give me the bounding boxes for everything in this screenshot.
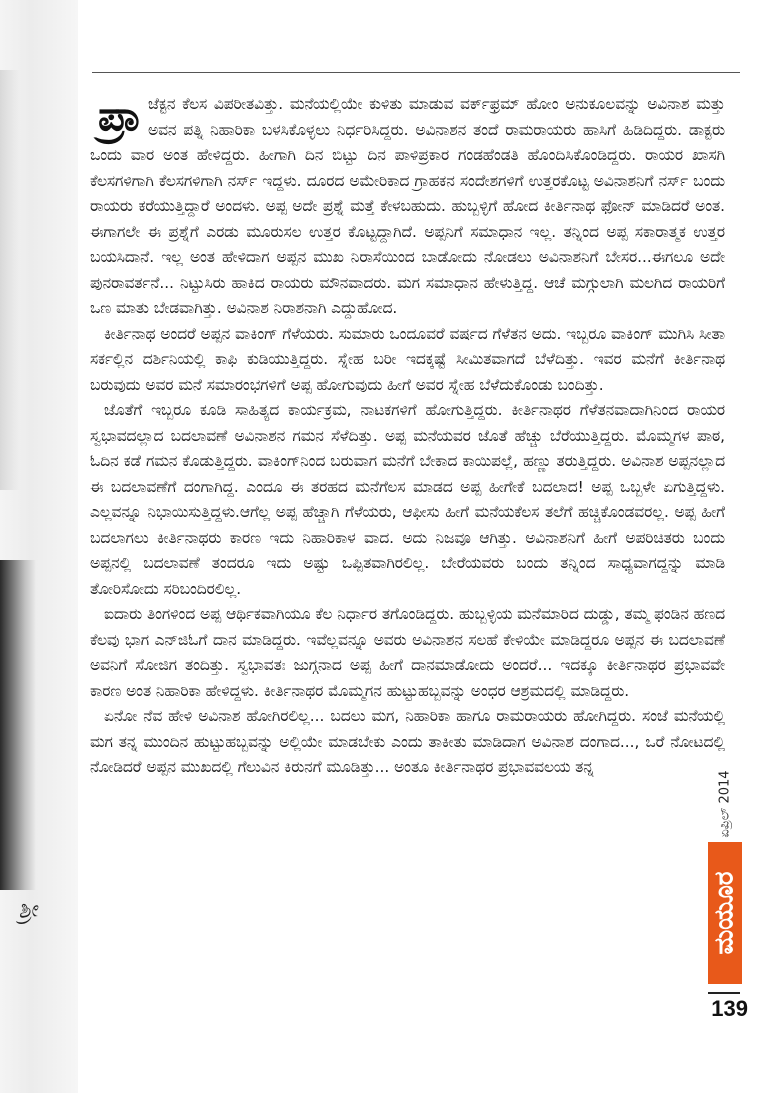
dropcap: ಪ್ರಾ [98, 91, 142, 140]
paragraph-5: ಏನೋ ನೆವ ಹೇಳಿ ಅವಿನಾಶ ಹೋಗಿರಲಿಲ್ಲ... ಬದಲು ಮಗ, ನಿಹಾರಿಕಾ ಹಾಗೂ ರಾಮರಾಯರು ಹೋಗಿದ್ದರು. ಸಂಜೆ ಮನೆಯಲ್ಲಿ ಮಗ ತನ್ನ ಮುಂದಿನ ಹುಟ್ಟುಹಬ್ಬವನ್ನು ಅಲ್ಲಿಯೇ ಮಾಡಬೇಕು ಎಂದು ತಾಕೀತು ಮಾಡಿದಾಗ ಅವಿನಾಶ ದಂಗಾದ..., ಒರೆ ನೋಟದಲ್ಲಿ ನೋಡಿದರೆ ಅಪ್ಪನ ಮುಖದಲ್ಲಿ ಗೆಲುವಿನ ಕಿರುನಗೆ ಮೂಡಿತ್ತು... ಅಂತೂ ಕೀರ್ತಿನಾಥರ ಪ್ರಭಾವವಲಯ ತನ್ನ [90, 707, 725, 776]
top-rule [92, 72, 740, 73]
article-body [90, 92, 725, 781]
issue-date-text: ಏಪ್ರಿಲ್ 2014 [717, 770, 733, 838]
footer-rule [708, 992, 740, 994]
paragraph-2: ಕೀರ್ತಿನಾಥ ಅಂದರೆ ಅಪ್ಪನ ವಾಕಿಂಗ್ ಗೆಳೆಯರು. ಸುಮಾರು ಒಂದೂವರೆ ವರ್ಷದ ಗೆಳೆತನ ಅದು. ಇಬ್ಬರೂ ವಾಕಿಂಗ್ ಮುಗಿಸಿ ಸೀತಾ ಸರ್ಕಲ್ಲಿನ ದರ್ಶಿನಿಯಲ್ಲಿ ಕಾಫಿ ಕುಡಿಯುತ್ತಿದ್ದರು. ಸ್ನೇಹ ಬರೀ ಇದಕ್ಕಷ್ಟೆ ಸೀಮಿತವಾಗದೆ ಬೆಳೆದಿತ್ತು. ಇವರ ಮನೆಗೆ ಕೀರ್ತಿನಾಥ ಬರುವುದು ಅವರ ಮನೆ ಸಮಾರಂಭಗಳಿಗೆ ಅಪ್ಪ ಹೋಗುವುದು ಹೀಗೆ ಅವರ ಸ್ನೇಹ ಬೆಳೆದುಕೊಂಡು ಬಂದಿತ್ತು. [90, 324, 725, 394]
paragraph-3: ಜೊತೆಗೆ ಇಬ್ಬರೂ ಕೂಡಿ ಸಾಹಿತ್ಯದ ಕಾರ್ಯಕ್ರಮ, ನಾಟಕಗಳಿಗೆ ಹೋಗುತ್ತಿದ್ದರು. ಕೀರ್ತಿನಾಥರ ಗೆಳೆತನವಾದಾಗಿನಿಂದ ರಾಯರ ಸ್ವಭಾವದಲ್ಲಾದ ಬದಲಾವಣೆ ಅವಿನಾಶನ ಗಮನ ಸೆಳೆದಿತ್ತು. ಅಪ್ಪ ಮನೆಯವರ ಜೊತೆ ಹೆಚ್ಚು ಬೆರೆಯುತ್ತಿದ್ದರು. ಮೊಮ್ಮಗಳ ಪಾಠ, ಓದಿನ ಕಡೆ ಗಮನ ಕೊಡುತ್ತಿದ್ದರು. ವಾಕಿಂಗ್‌ನಿಂದ ಬರುವಾಗ ಮನೆಗೆ ಬೇಕಾದ ಕಾಯಿಪಲ್ಲೆ, ಹಣ್ಣು ತರುತ್ತಿದ್ದರು. ಅವಿನಾಶ ಅಪ್ಪನಲ್ಲಾದ ಈ ಬದಲಾವಣೆಗೆ ದಂಗಾಗಿದ್ದ. ಎಂದೂ ಈ ತರಹದ ಮನೆಗೆಲಸ ಮಾಡದ ಅಪ್ಪ ಹೀಗೇಕೆ ಬದಲಾದ! ಅಪ್ಪ ಒಬ್ಬಳೇ ಏಗುತ್ತಿದ್ದಳು. ಎಲ್ಲವನ್ನೂ ನಿಭಾಯಿಸುತ್ತಿದ್ದಳು.ಆಗೆಲ್ಲ ಅಪ್ಪ ಹೆಚ್ಚಾಗಿ ಗೆಳೆಯರು, ಆಫೀಸು ಹೀಗೆ ಮನೆಯಕೆಲಸ ತಲೆಗೆ ಹಚ್ಚಿಕೊಂಡವರಲ್ಲ. ಅಪ್ಪ ಹೀಗೆ ಬದಲಾಗಲು ಕೀರ್ತಿನಾಥರು ಕಾರಣ ಇದು ನಿಹಾರಿಕಾಳ ವಾದ. ಅದು ನಿಜವೂ ಆಗಿತ್ತು. ಅವಿನಾಶನಿಗೆ ಹೀಗೆ ಅಪರಿಚಿತರು ಬಂದು ಅಪ್ಪನಲ್ಲಿ ಬದಲಾವಣೆ ತಂದರೂ ಇದು ಅಷ್ಟು ಒಪ್ಪಿತವಾಗಿರಲಿಲ್ಲ. ಬೇರೆಯವರು ಬಂದು ತನ್ನಿಂದ ಸಾಧ್ಯವಾಗದ್ದನ್ನು ಮಾಡಿ ತೋರಿಸೋದು ಸರಿಬಂದಿರಲಿಲ್ಲ. [90, 401, 725, 598]
magazine-logo [708, 842, 742, 984]
illustration-shade-light [0, 70, 20, 490]
paragraph-4: ಐದಾರು ತಿಂಗಳಿಂದ ಅಪ್ಪ ಆರ್ಥಿಕವಾಗಿಯೂ ಕೆಲ ನಿರ್ಧಾರ ತಗೊಂಡಿದ್ದರು. ಹುಬ್ಬಳ್ಳಿಯ ಮನೆಮಾರಿದ ದುಡ್ಡು, ತಮ್ಮ ಫಂಡಿನ ಹಣದ ಕೆಲವು ಭಾಗ ಎನ್‌ಜಿಓಗೆ ದಾನ ಮಾಡಿದ್ದರು. ಇವೆಲ್ಲವನ್ನೂ ಅವರು ಅವಿನಾಶನ ಸಲಹೆ ಕೇಳಿಯೇ ಮಾಡಿದ್ದರೂ ಅಪ್ಪನ ಈ ಬದಲಾವಣೆ ಅವನಿಗೆ ಸೋಜಿಗ ತಂದಿತ್ತು. ಸ್ವಭಾವತಃ ಜುಗ್ಗನಾದ ಅಪ್ಪ ಹೀಗೆ ದಾನಮಾಡೋದು ಅಂದರೆ... ಇದಕ್ಕೂ ಕೀರ್ತಿನಾಥರ ಪ್ರಭಾವವೇ ಕಾರಣ ಅಂತ ನಿಹಾರಿಕಾ ಹೇಳಿದ್ದಳು. ಕೀರ್ತಿನಾಥರ ಮೊಮ್ಮಗನ ಹುಟ್ಟುಹಬ್ಬವನ್ನು ಅಂಧರ ಆಶ್ರಮದಲ್ಲಿ ಮಾಡಿದ್ದರು. [90, 605, 725, 700]
paragraph-1 [90, 92, 725, 322]
illustration-strip [0, 0, 78, 1093]
magazine-name: ಮಯೂರ [709, 871, 740, 955]
artist-signature: ಶ್ರೀ [16, 897, 39, 924]
illustration-shade-dark [0, 560, 36, 890]
paragraph-1-text: ಜೆಕ್ಟನ ಕೆಲಸ ವಿಪರೀತವಿತ್ತು. ಮನೆಯಲ್ಲಿಯೇ ಕುಳಿತು ಮಾಡುವ ವರ್ಕ್‌ಫ್ರಮ್ ಹೋಂ ಅನುಕೂಲವನ್ನು ಅವಿನಾಶ ಮತ್ತು ಅವನ ಪತ್ನಿ ನಿಹಾರಿಕಾ ಬಳಸಿಕೊಳ್ಳಲು ನಿರ್ಧರಿಸಿದ್ದರು. ಅವಿನಾಶನ ತಂದೆ ರಾಮರಾಯರು ಹಾಸಿಗೆ ಹಿಡಿದಿದ್ದರು. ಡಾಕ್ಟರು ಒಂದು ವಾರ ಅಂತ ಹೇಳಿದ್ದರು. ಹೀಗಾಗಿ ದಿನ ಬಿಟ್ಟು ದಿನ ಪಾಳಿಪ್ರಕಾರ ಗಂಡಹೆಂಡತಿ ಹೊಂದಿಸಿಕೊಂಡಿದ್ದರು. ರಾಯರ ಖಾಸಗಿ ಕೆಲಸಗಳಿಗಾಗಿ ಕೆಲಸಗಳಿಗಾಗಿ ನರ್ಸ್ ಇದ್ದಳು. ದೂರದ ಅಮೇರಿಕಾದ ಗ್ರಾಹಕನ ಸಂದೇಶಗಳಿಗೆ ಉತ್ತರಕೊಟ್ಟ ಅವಿನಾಶನಿಗೆ ನರ್ಸ್ ಬಂದು ರಾಯರು ಕರೆಯುತ್ತಿದ್ದಾರೆ ಅಂದಳು. ಅಪ್ಪ ಅದೇ ಪ್ರಶ್ನೆ ಮತ್ತೆ ಕೇಳಬಹುದು. ಹುಬ್ಬಳ್ಳಿಗೆ ಹೋದ ಕೀರ್ತಿನಾಥ ಫೋನ್ ಮಾಡಿದರೆ ಅಂತ. ಈಗಾಗಲೇ ಈ ಪ್ರಶ್ನೆಗೆ ಎರಡು ಮೂರುಸಲ ಉತ್ತರ ಕೊಟ್ಟದ್ದಾಗಿದೆ. ಅಪ್ಪನಿಗೆ ಸಮಾಧಾನ ಇಲ್ಲ. ತನ್ನಿಂದ ಅಪ್ಪ ಸಕಾರಾತ್ಮಕ ಉತ್ತರ ಬಯಸಿದಾನೆ. ಇಲ್ಲ ಅಂತ ಹೇಳಿದಾಗ ಅಪ್ಪನ ಮುಖ ನಿರಾಸೆಯಿಂದ ಬಾಡೋದು ನೋಡಲು ಅವಿನಾಶನಿಗೆ ಬೇಸರ...ಈಗಲೂ ಅದೇ ಪುನರಾವರ್ತನೆ... ನಿಟ್ಟುಸಿರು ಹಾಕಿದ ರಾಯರು ಮೌನವಾದರು. ಮಗ ಸಮಾಧಾನ ಹೇಳುತ್ತಿದ್ದ. ಆಚೆ ಮಗ್ಗುಲಾಗಿ ಮಲಗಿದ ರಾಯರಿಗೆ ಒಣ ಮಾತು ಬೇಡವಾಗಿತ್ತು. ಅವಿನಾಶ ನಿರಾಶನಾಗಿ ಎದ್ದುಹೋದ. [90, 95, 725, 317]
page-number: 139 [711, 996, 748, 1021]
issue-date [713, 770, 737, 838]
